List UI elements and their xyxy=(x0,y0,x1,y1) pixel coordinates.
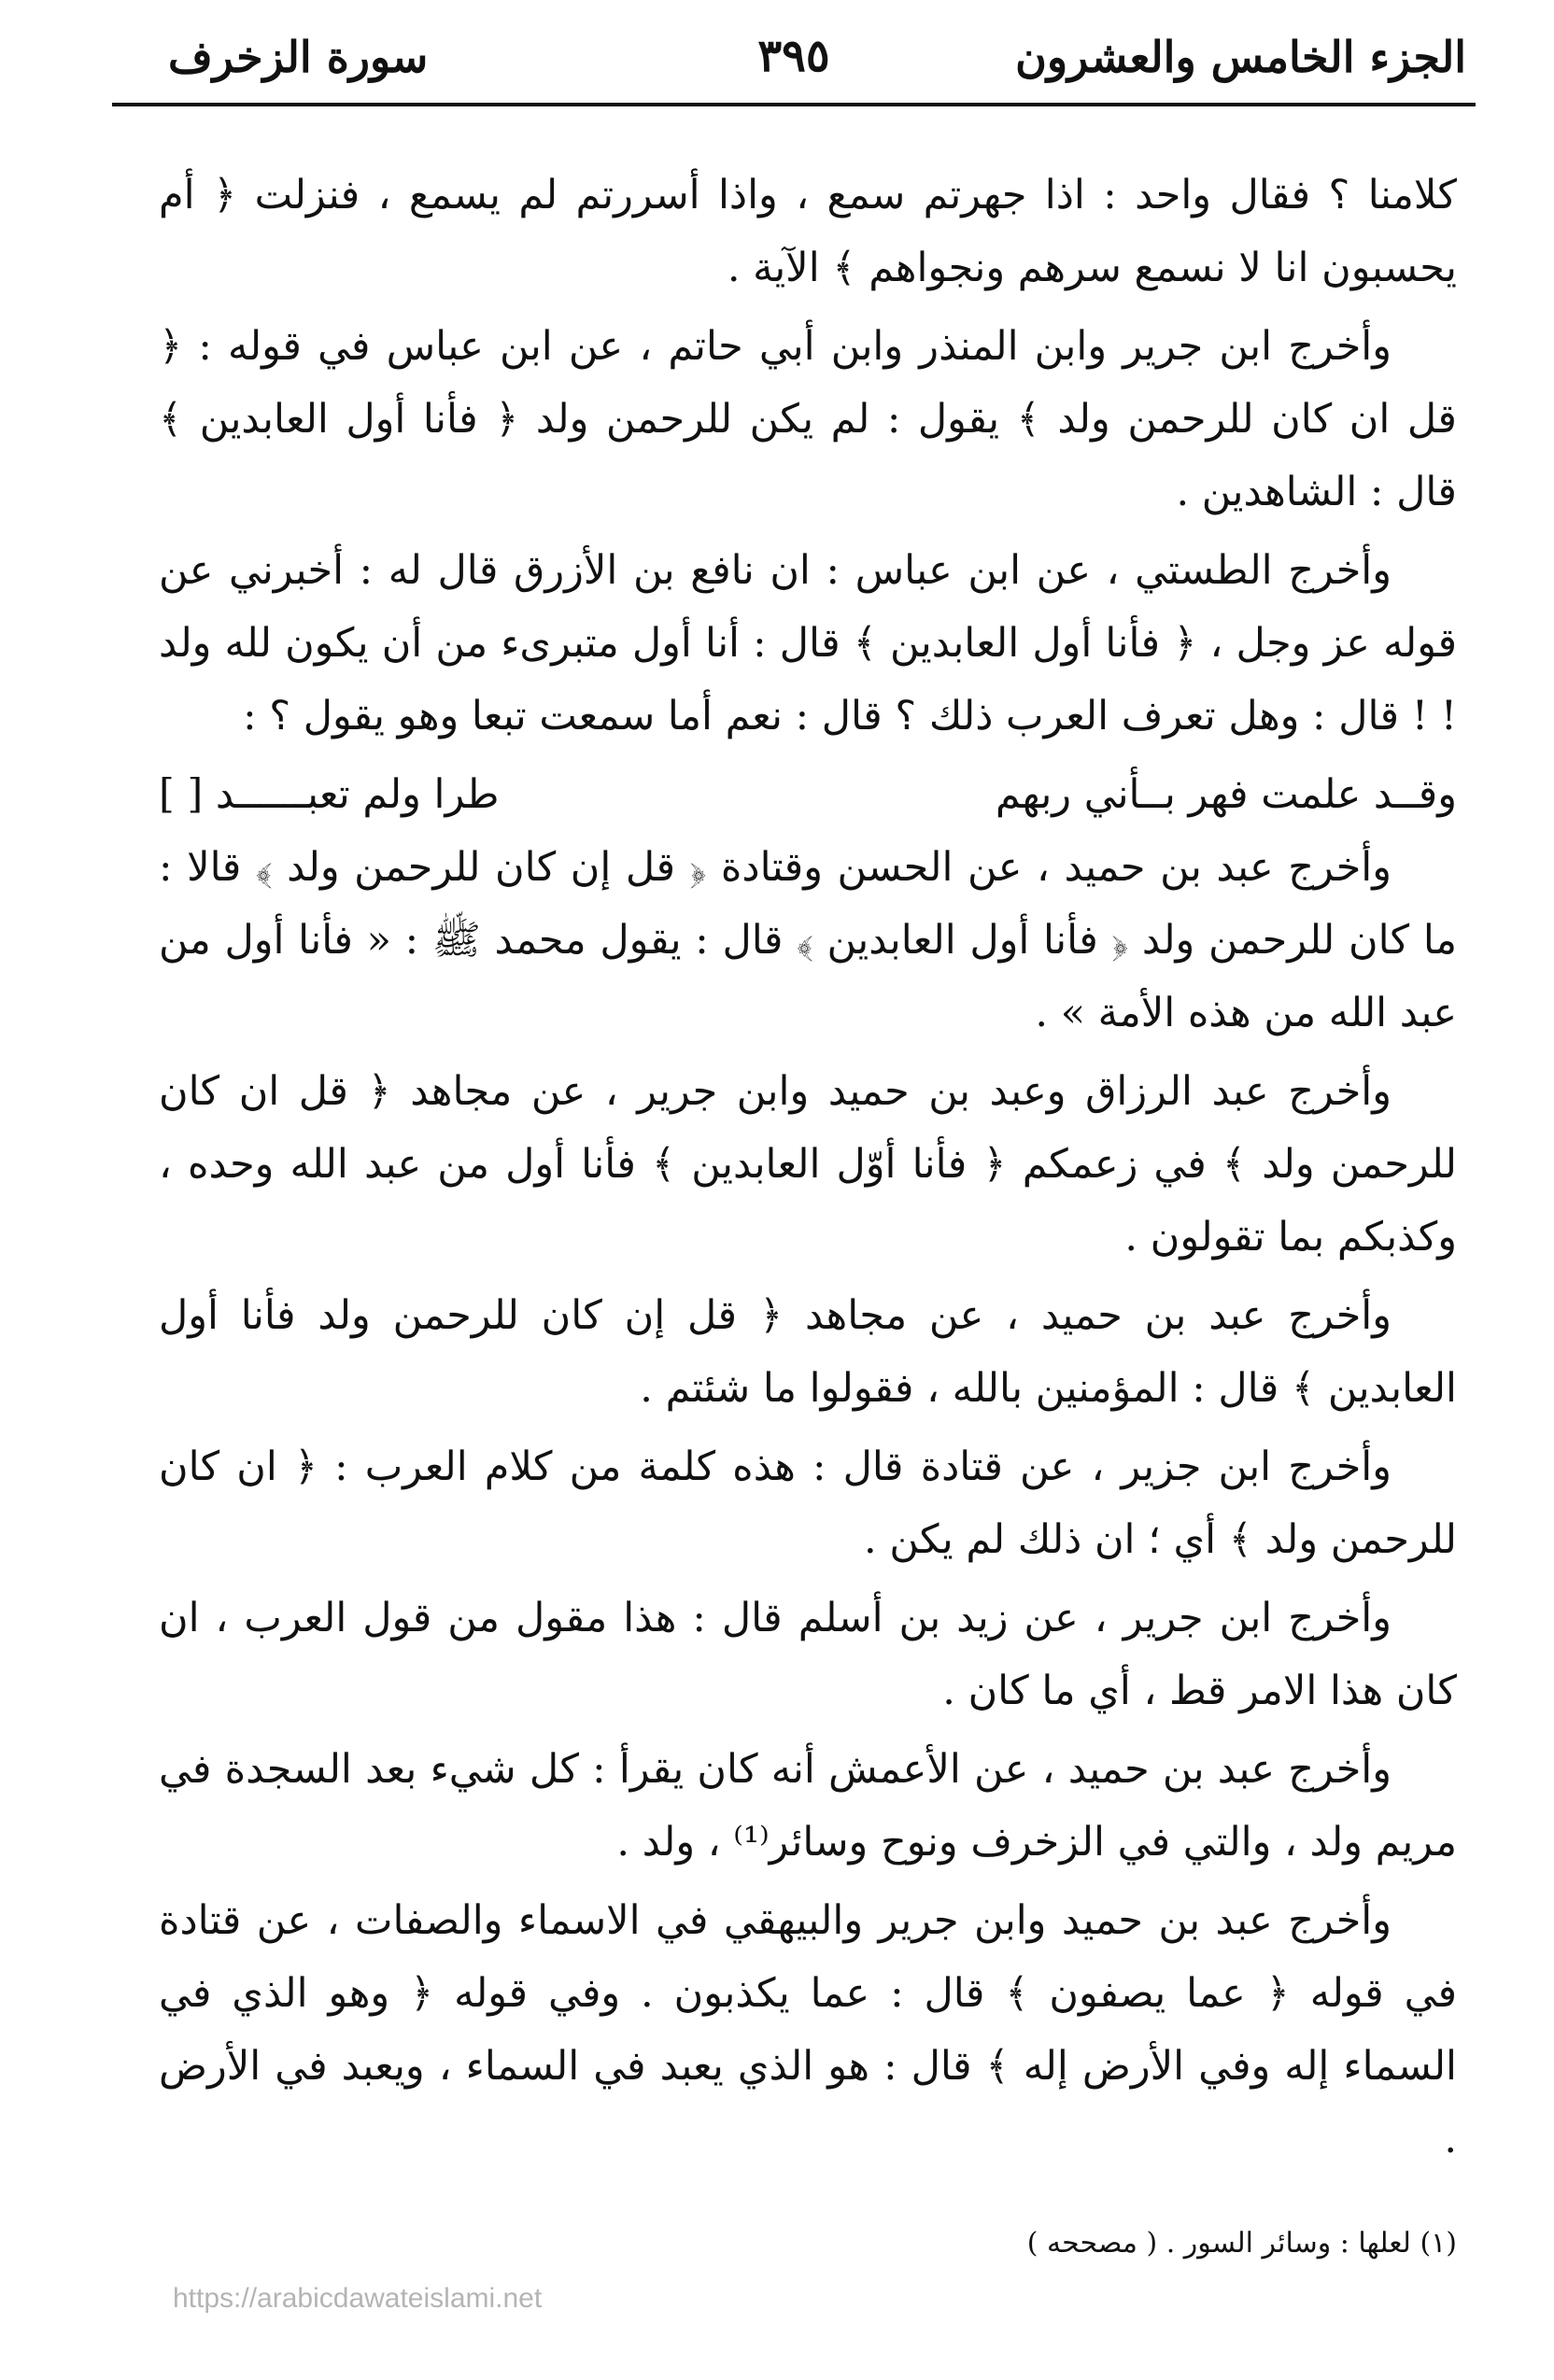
footnote: (١) لعلها : وسائر السور . ( مصححه ) xyxy=(1026,2227,1457,2260)
paragraph: وأخرج ابن جرير ، عن زيد بن أسلم قال : هذا مقول من قول العرب ، ان كان هذا الامر قط ، أي ما كان . xyxy=(159,1595,1457,1714)
poetry-verse xyxy=(159,758,1457,831)
paragraph: وأخرج عبد الرزاق وعبد بن حميد وابن جرير ، عن مجاهد ﴿ قل ان كان للرحمن ولد ﴾ في زعمكم ﴿ فأنا أوّل العابدين ﴾ فأنا أول من عبد الله وحده ، وكذبكم بما تقولون . xyxy=(159,1068,1457,1260)
paragraph: وأخرج عبد بن حميد ، عن الأعمش أنه كان يقرأ : كل شيء بعد السجدة في مريم ولد ، والتي في الزخرف ونوح وسائر⁽¹⁾ ، ولد . xyxy=(159,1746,1457,1866)
page-header xyxy=(112,19,1476,93)
paragraph: وأخرج ابن جزير ، عن قتادة قال : هذه كلمة من كلام العرب : ﴿ ان كان للرحمن ولد ﴾ أي ؛ ان ذلك لم يكن . xyxy=(159,1443,1457,1563)
part-title: الجزء الخامس والعشرون xyxy=(1015,32,1466,82)
verse-second-hemistich: طرا ولم تعبــــــد [ ] xyxy=(159,771,500,818)
paragraph: كلامنا ؟ فقال واحد : اذا جهرتم سمع ، واذا أسررتم لم يسمع ، فنزلت ﴿ أم يحسبون انا لا نسمع سرهم ونجواهم ﴾ الآية . xyxy=(159,172,1457,291)
paragraph: وأخرج عبد بن حميد ، عن الحسن وقتادة ﴿ قل إن كان للرحمن ولد ﴾ قالا : ما كان للرحمن ولد ﴿ فأنا أول العابدين ﴾ قال : يقول محمد ﷺ : « فأنا أول من عبد الله من هذه الأمة » . xyxy=(159,844,1457,1036)
watermark-url: https://arabicdawateislami.net xyxy=(173,2283,543,2314)
header-rule xyxy=(112,103,1476,106)
paragraph: وأخرج الطستي ، عن ابن عباس : ان نافع بن الأزرق قال له : أخبرني عن قوله عز وجل ، ﴿ فأنا أول العابدين ﴾ قال : أنا أول متبرىء من أن يكون لله ولد ! ! قال : وهل تعرف العرب ذلك ؟ قال : نعم أما سمعت تبعا وهو يقول ؟ : xyxy=(159,547,1457,739)
paragraph: وأخرج عبد بن حميد ، عن مجاهد ﴿ قل إن كان للرحمن ولد فأنا أول العابدين ﴾ قال : المؤمنين بالله ، فقولوا ما شئتم . xyxy=(159,1292,1457,1412)
paragraph: وأخرج عبد بن حميد وابن جرير والبيهقي في الاسماء والصفات ، عن قتادة في قوله ﴿ عما يصفون ﴾ قال : عما يكذبون . وفي قوله ﴿ وهو الذي في السماء إله وفي الأرض إله ﴾ قال : هو الذي يعبد في السماء ، ويعبد في الأرض . xyxy=(159,1897,1457,2162)
main-text xyxy=(159,159,1457,2181)
paragraph: وأخرج ابن جرير وابن المنذر وابن أبي حاتم ، عن ابن عباس في قوله : ﴿ قل ان كان للرحمن ولد ﴾ يقول : لم يكن للرحمن ولد ﴿ فأنا أول العابدين ﴾ قال : الشاهدين . xyxy=(159,323,1457,515)
verse-first-hemistich: وقــد علمت فهر بــأني ربهم xyxy=(995,771,1457,818)
surah-title: سورة الزخرف xyxy=(168,32,429,82)
page-number: ٣٩٥ xyxy=(757,30,830,82)
